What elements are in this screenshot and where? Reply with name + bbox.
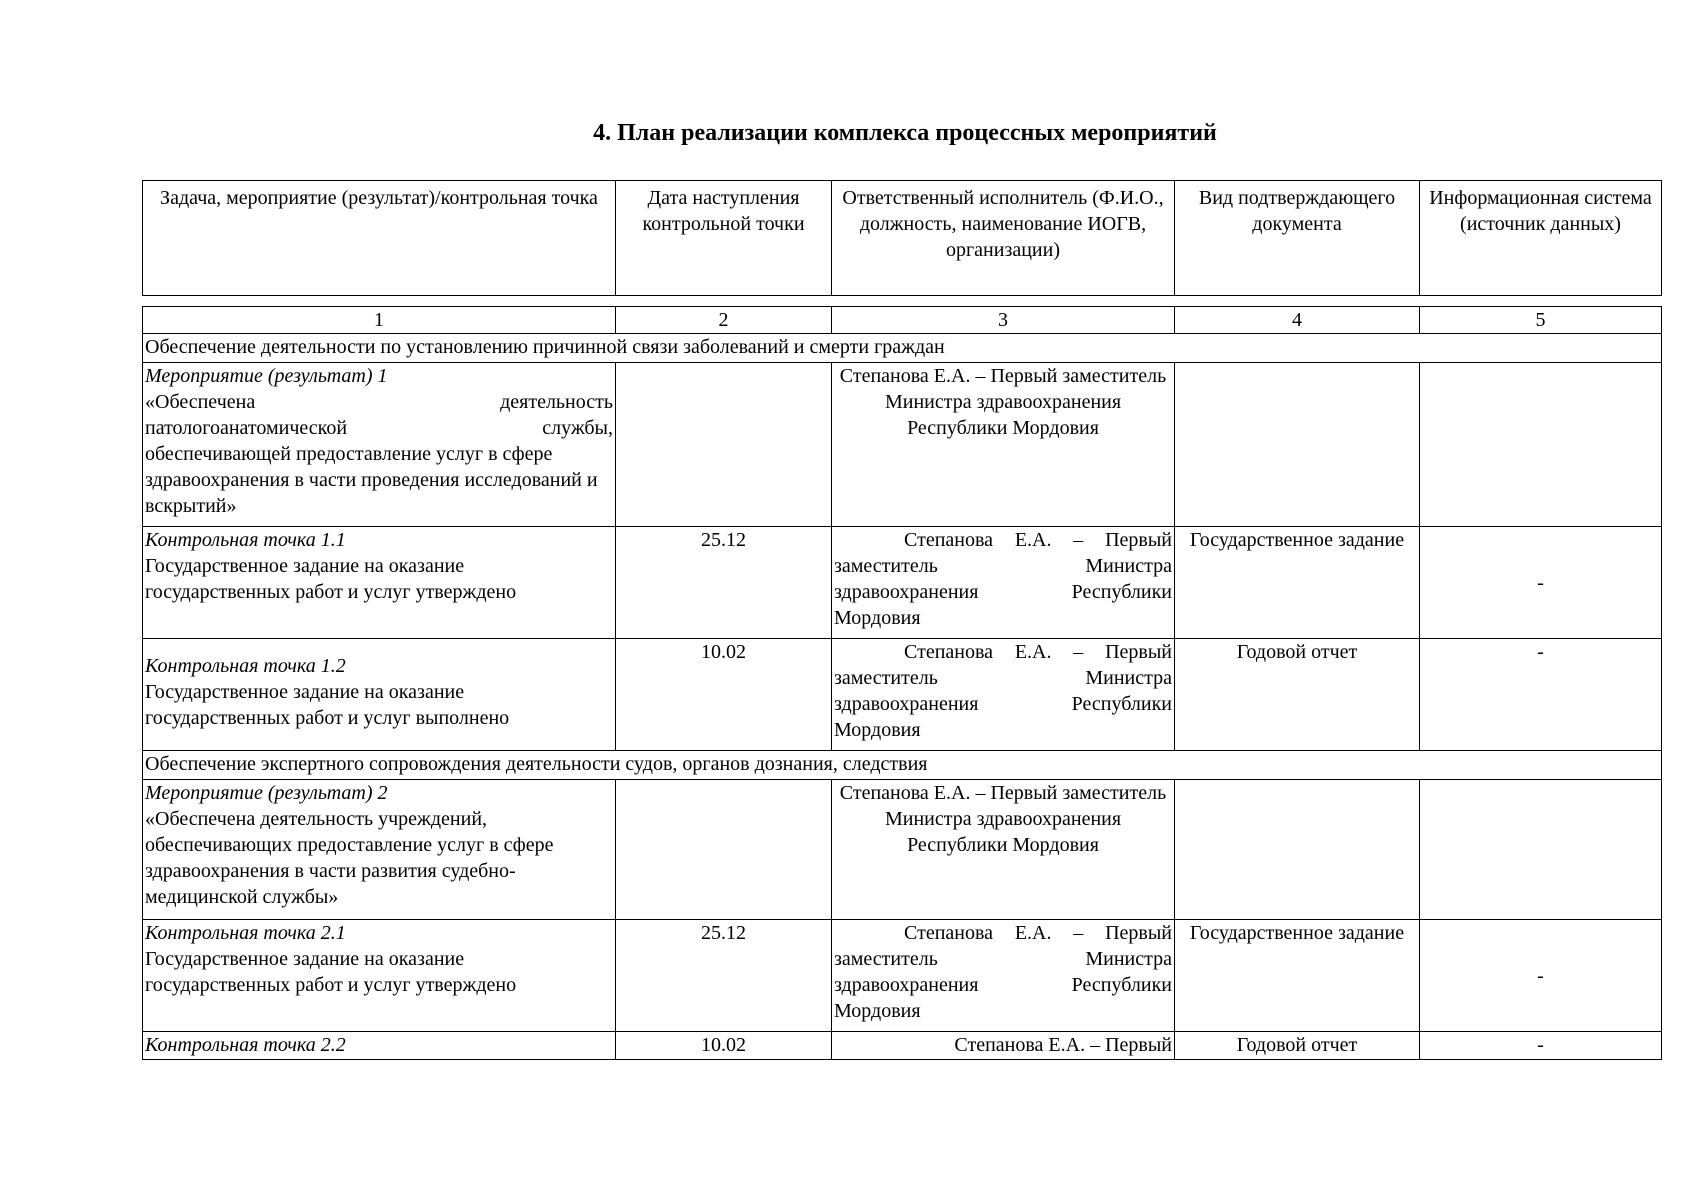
date-cell bbox=[616, 363, 832, 527]
header-cell-system: Информационная система (источник данных) bbox=[1420, 181, 1662, 296]
page-title: 4. План реализации комплекса процессных мероприятий bbox=[593, 120, 1217, 146]
header-cell-date: Дата наступления контрольной точки bbox=[616, 181, 832, 296]
header-cell-task: Задача, мероприятие (результат)/контрольная точка bbox=[143, 181, 616, 296]
checkpoint-label: Контрольная точка 2.1 bbox=[145, 922, 346, 944]
date-cell bbox=[616, 780, 832, 920]
section-title: Обеспечение деятельности по установлению причинной связи заболеваний и смерти граждан bbox=[143, 334, 1662, 363]
checkpoint-row bbox=[143, 1032, 1662, 1060]
date-cell: 25.12 bbox=[616, 920, 832, 1032]
document-cell bbox=[1175, 363, 1420, 527]
system-cell: - bbox=[1420, 920, 1662, 1032]
responsible-cell: Степанова Е.А. – Первый заместитель Министра здравоохранения Республики Мордовия bbox=[832, 920, 1175, 1032]
responsible-cell: Степанова Е.А. – Первый заместитель Министра здравоохранения Республики Мордовия bbox=[832, 527, 1175, 639]
system-cell bbox=[1420, 780, 1662, 920]
event-row bbox=[143, 780, 1662, 920]
checkpoint-label: Контрольная точка 1.2 bbox=[145, 655, 346, 677]
checkpoint-row bbox=[143, 527, 1662, 639]
checkpoint-text: Государственное задание на оказание государственных работ и услуг утверждено bbox=[145, 555, 517, 603]
checkpoint-cell bbox=[143, 1032, 616, 1060]
header-row bbox=[143, 181, 1662, 296]
plan-table bbox=[142, 306, 1662, 1060]
event-text-part: патологоанатомической bbox=[145, 417, 348, 439]
checkpoint-text: Государственное задание на оказание государственных работ и услуг выполнено bbox=[145, 681, 510, 729]
event-text: «Обеспечена деятельность учреждений, обеспечивающих предоставление услуг в сфере здравоохранения в части развития судебно-медицинской службы» bbox=[145, 808, 554, 908]
section-row bbox=[143, 751, 1662, 780]
responsible-cell: Степанова Е.А. – Первый bbox=[832, 1032, 1175, 1060]
checkpoint-row bbox=[143, 920, 1662, 1032]
event-text-part: деятельность bbox=[500, 391, 613, 413]
table-header bbox=[142, 180, 1662, 296]
date-cell: 10.02 bbox=[616, 639, 832, 751]
checkpoint-cell bbox=[143, 920, 616, 1032]
system-cell: - bbox=[1420, 639, 1662, 751]
checkpoint-label: Контрольная точка 2.2 bbox=[145, 1034, 346, 1056]
event-text-part: «Обеспечена bbox=[145, 391, 256, 413]
column-number: 3 bbox=[832, 307, 1175, 334]
system-cell: - bbox=[1420, 527, 1662, 639]
date-cell: 25.12 bbox=[616, 527, 832, 639]
document-cell: Государственное задание bbox=[1175, 527, 1420, 639]
checkpoint-label: Контрольная точка 1.1 bbox=[145, 529, 346, 551]
header-cell-responsible: Ответственный исполнитель (Ф.И.О., должность, наименование ИОГВ, организации) bbox=[832, 181, 1175, 296]
column-number-row bbox=[143, 307, 1662, 334]
header-cell-document: Вид подтверждающего документа bbox=[1175, 181, 1420, 296]
document-cell bbox=[1175, 780, 1420, 920]
checkpoint-row bbox=[143, 639, 1662, 751]
event-label: Мероприятие (результат) 1 bbox=[145, 365, 388, 387]
event-text-line bbox=[145, 415, 613, 441]
date-cell: 10.02 bbox=[616, 1032, 832, 1060]
checkpoint-text: Государственное задание на оказание государственных работ и услуг утверждено bbox=[145, 948, 517, 996]
system-cell bbox=[1420, 363, 1662, 527]
event-text-part: службы, bbox=[542, 417, 613, 439]
document-cell: Годовой отчет bbox=[1175, 1032, 1420, 1060]
system-cell: - bbox=[1420, 1032, 1662, 1060]
responsible-cell: Степанова Е.А. – Первый заместитель Министра здравоохранения Республики Мордовия bbox=[832, 639, 1175, 751]
event-cell bbox=[143, 363, 616, 527]
event-row bbox=[143, 363, 1662, 527]
responsible-cell: Степанова Е.А. – Первый заместитель Министра здравоохранения Республики Мордовия bbox=[832, 780, 1175, 920]
event-text: обеспечивающей предоставление услуг в сфере здравоохранения в части проведения исследований и вскрытий» bbox=[145, 443, 598, 517]
responsible-cell: Степанова Е.А. – Первый заместитель Министра здравоохранения Республики Мордовия bbox=[832, 363, 1175, 527]
checkpoint-cell bbox=[143, 527, 616, 639]
column-number: 2 bbox=[616, 307, 832, 334]
column-number: 5 bbox=[1420, 307, 1662, 334]
checkpoint-cell bbox=[143, 639, 616, 751]
event-label: Мероприятие (результат) 2 bbox=[145, 782, 388, 804]
column-number: 1 bbox=[143, 307, 616, 334]
column-number: 4 bbox=[1175, 307, 1420, 334]
document-cell: Годовой отчет bbox=[1175, 639, 1420, 751]
section-title: Обеспечение экспертного сопровождения деятельности судов, органов дознания, следствия bbox=[143, 751, 1662, 780]
document-cell: Государственное задание bbox=[1175, 920, 1420, 1032]
event-text-line bbox=[145, 389, 613, 415]
event-cell bbox=[143, 780, 616, 920]
section-row bbox=[143, 334, 1662, 363]
